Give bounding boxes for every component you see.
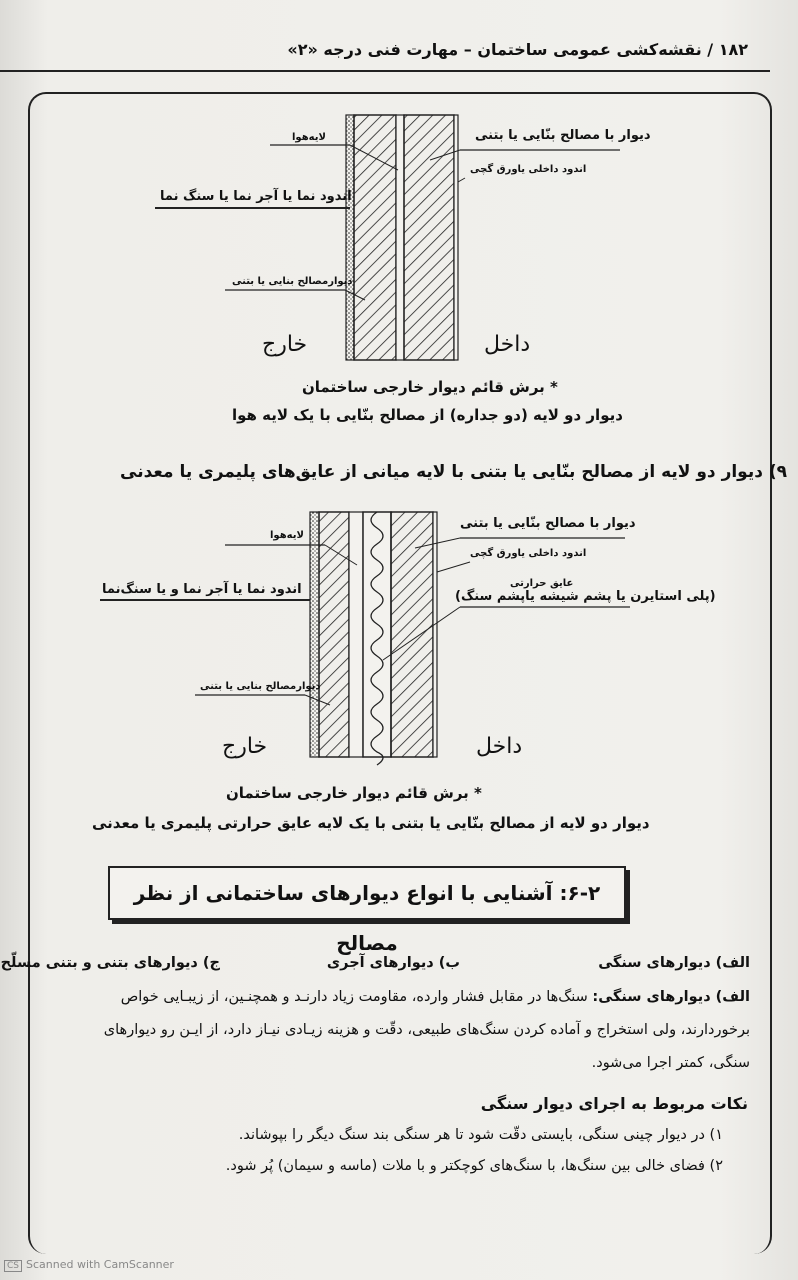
fig1-label-exterior-facing: اندود نما یا آجر نما یا سنگ نما bbox=[160, 189, 352, 204]
fig1-label-masonry-wall: دیوار با مصالح بنّایی یا بتنی bbox=[475, 128, 651, 143]
wall-type-stone: الف) دیوارهای سنگی bbox=[598, 955, 750, 971]
fig2-label-interior-plaster: اندود داخلی یاورق گچی bbox=[470, 548, 587, 559]
fig2-caption-line1: * برش قائم دیوار خارجی ساختمان bbox=[226, 784, 482, 802]
fig2-label-insulation-types: (پلی استایرن یا پشم شیشه یاپشم سنگ) bbox=[455, 589, 716, 604]
fig1-caption-line1: * برش قائم دیوار خارجی ساختمان bbox=[302, 378, 558, 396]
fig2-label-inside: داخل bbox=[476, 734, 523, 759]
figure1-wall-section bbox=[155, 115, 620, 360]
paragraph-line3: سنگی، کمتر اجرا می‌شود. bbox=[591, 1055, 750, 1071]
fig2-label-exterior-facing: اندود نما یا آجر نما و یا سنگ‌نما bbox=[102, 582, 302, 597]
fig1-label-air-layer: لایه‌هوا bbox=[292, 132, 326, 143]
paragraph-line1-text: سنگ‌ها در مقابل فشار وارده، مقاومت زیاد دارنـد و همچنـین، از زیبـایی خواص bbox=[120, 989, 593, 1005]
camscanner-logo-icon: CS bbox=[4, 1260, 22, 1272]
fig2-label-air-layer: لایه‌هوا bbox=[270, 530, 304, 541]
camscanner-watermark bbox=[4, 1258, 174, 1272]
fig1-caption-line2: دیوار دو لایه (دو جداره) از مصالح بنّایی با یک لایه هوا bbox=[232, 406, 623, 424]
paragraph-lead: الف) دیوارهای سنگی: bbox=[592, 989, 750, 1005]
fig1-label-outside: خارج bbox=[262, 332, 308, 357]
paragraph-line2: برخوردارند، ولی استخراج و آماده کردن سنگ‌های طبیعی، دقّت و هزینه زیـادی نیـاز دارد، از ایـن رو دیوارهای bbox=[103, 1022, 750, 1038]
camscanner-text: Scanned with CamScanner bbox=[26, 1258, 174, 1271]
fig1-label-inside: داخل bbox=[484, 332, 531, 357]
notes-item-2: ۲) فضای خالی بین سنگ‌ها، با سنگ‌های کوچکتر و با ملات (ماسه و سیمان) پُر شود. bbox=[225, 1158, 723, 1174]
fig1-label-interior-plaster: اندود داخلی یاورق گچی bbox=[470, 164, 587, 175]
section9-heading: ۹) دیوار دو لایه از مصالح بنّایی یا بتنی با لایه میانی از عایق‌های پلیمری یا معدنی bbox=[120, 462, 788, 482]
fig2-label-outer-masonry: دیوارمصالح بنایی یا بتنی bbox=[200, 681, 321, 692]
fig2-label-outside: خارج bbox=[222, 734, 268, 759]
fig2-label-thermal-insulation: عایق حرارتی bbox=[510, 578, 574, 589]
page-header-title: ۱۸۲ / نقشه‌کشی عمومی ساختمان – مهارت فنی درجه «۲» bbox=[287, 40, 748, 59]
notes-item-1: ۱) در دیوار چینی سنگی، بایستی دقّت شود تا هر سنگی بند سنگ دیگر را بپوشاند. bbox=[238, 1127, 723, 1143]
paragraph-line1 bbox=[121, 989, 750, 1005]
fig2-label-masonry-wall: دیوار با مصالح بنّایی یا بتنی bbox=[460, 516, 636, 531]
section-6-2-heading-box: ۶-۲: آشنایی با انواع دیوارهای ساختمانی از نظر مصالح bbox=[108, 866, 626, 920]
fig2-caption-line2: دیوار دو لایه از مصالح بنّایی یا بتنی با یک لایه عایق حرارتی پلیمری یا معدنی bbox=[92, 814, 650, 832]
wall-type-concrete: ج) دیوارهای بتنی و بتنی مسلّح bbox=[0, 955, 220, 971]
fig1-label-outer-masonry: دیوارمصالح بنایی یا بتنی bbox=[232, 276, 353, 287]
wall-type-brick: ب) دیوارهای آجری bbox=[326, 955, 460, 971]
notes-title: نکات مربوط به اجرای دیوار سنگی bbox=[480, 1094, 748, 1113]
